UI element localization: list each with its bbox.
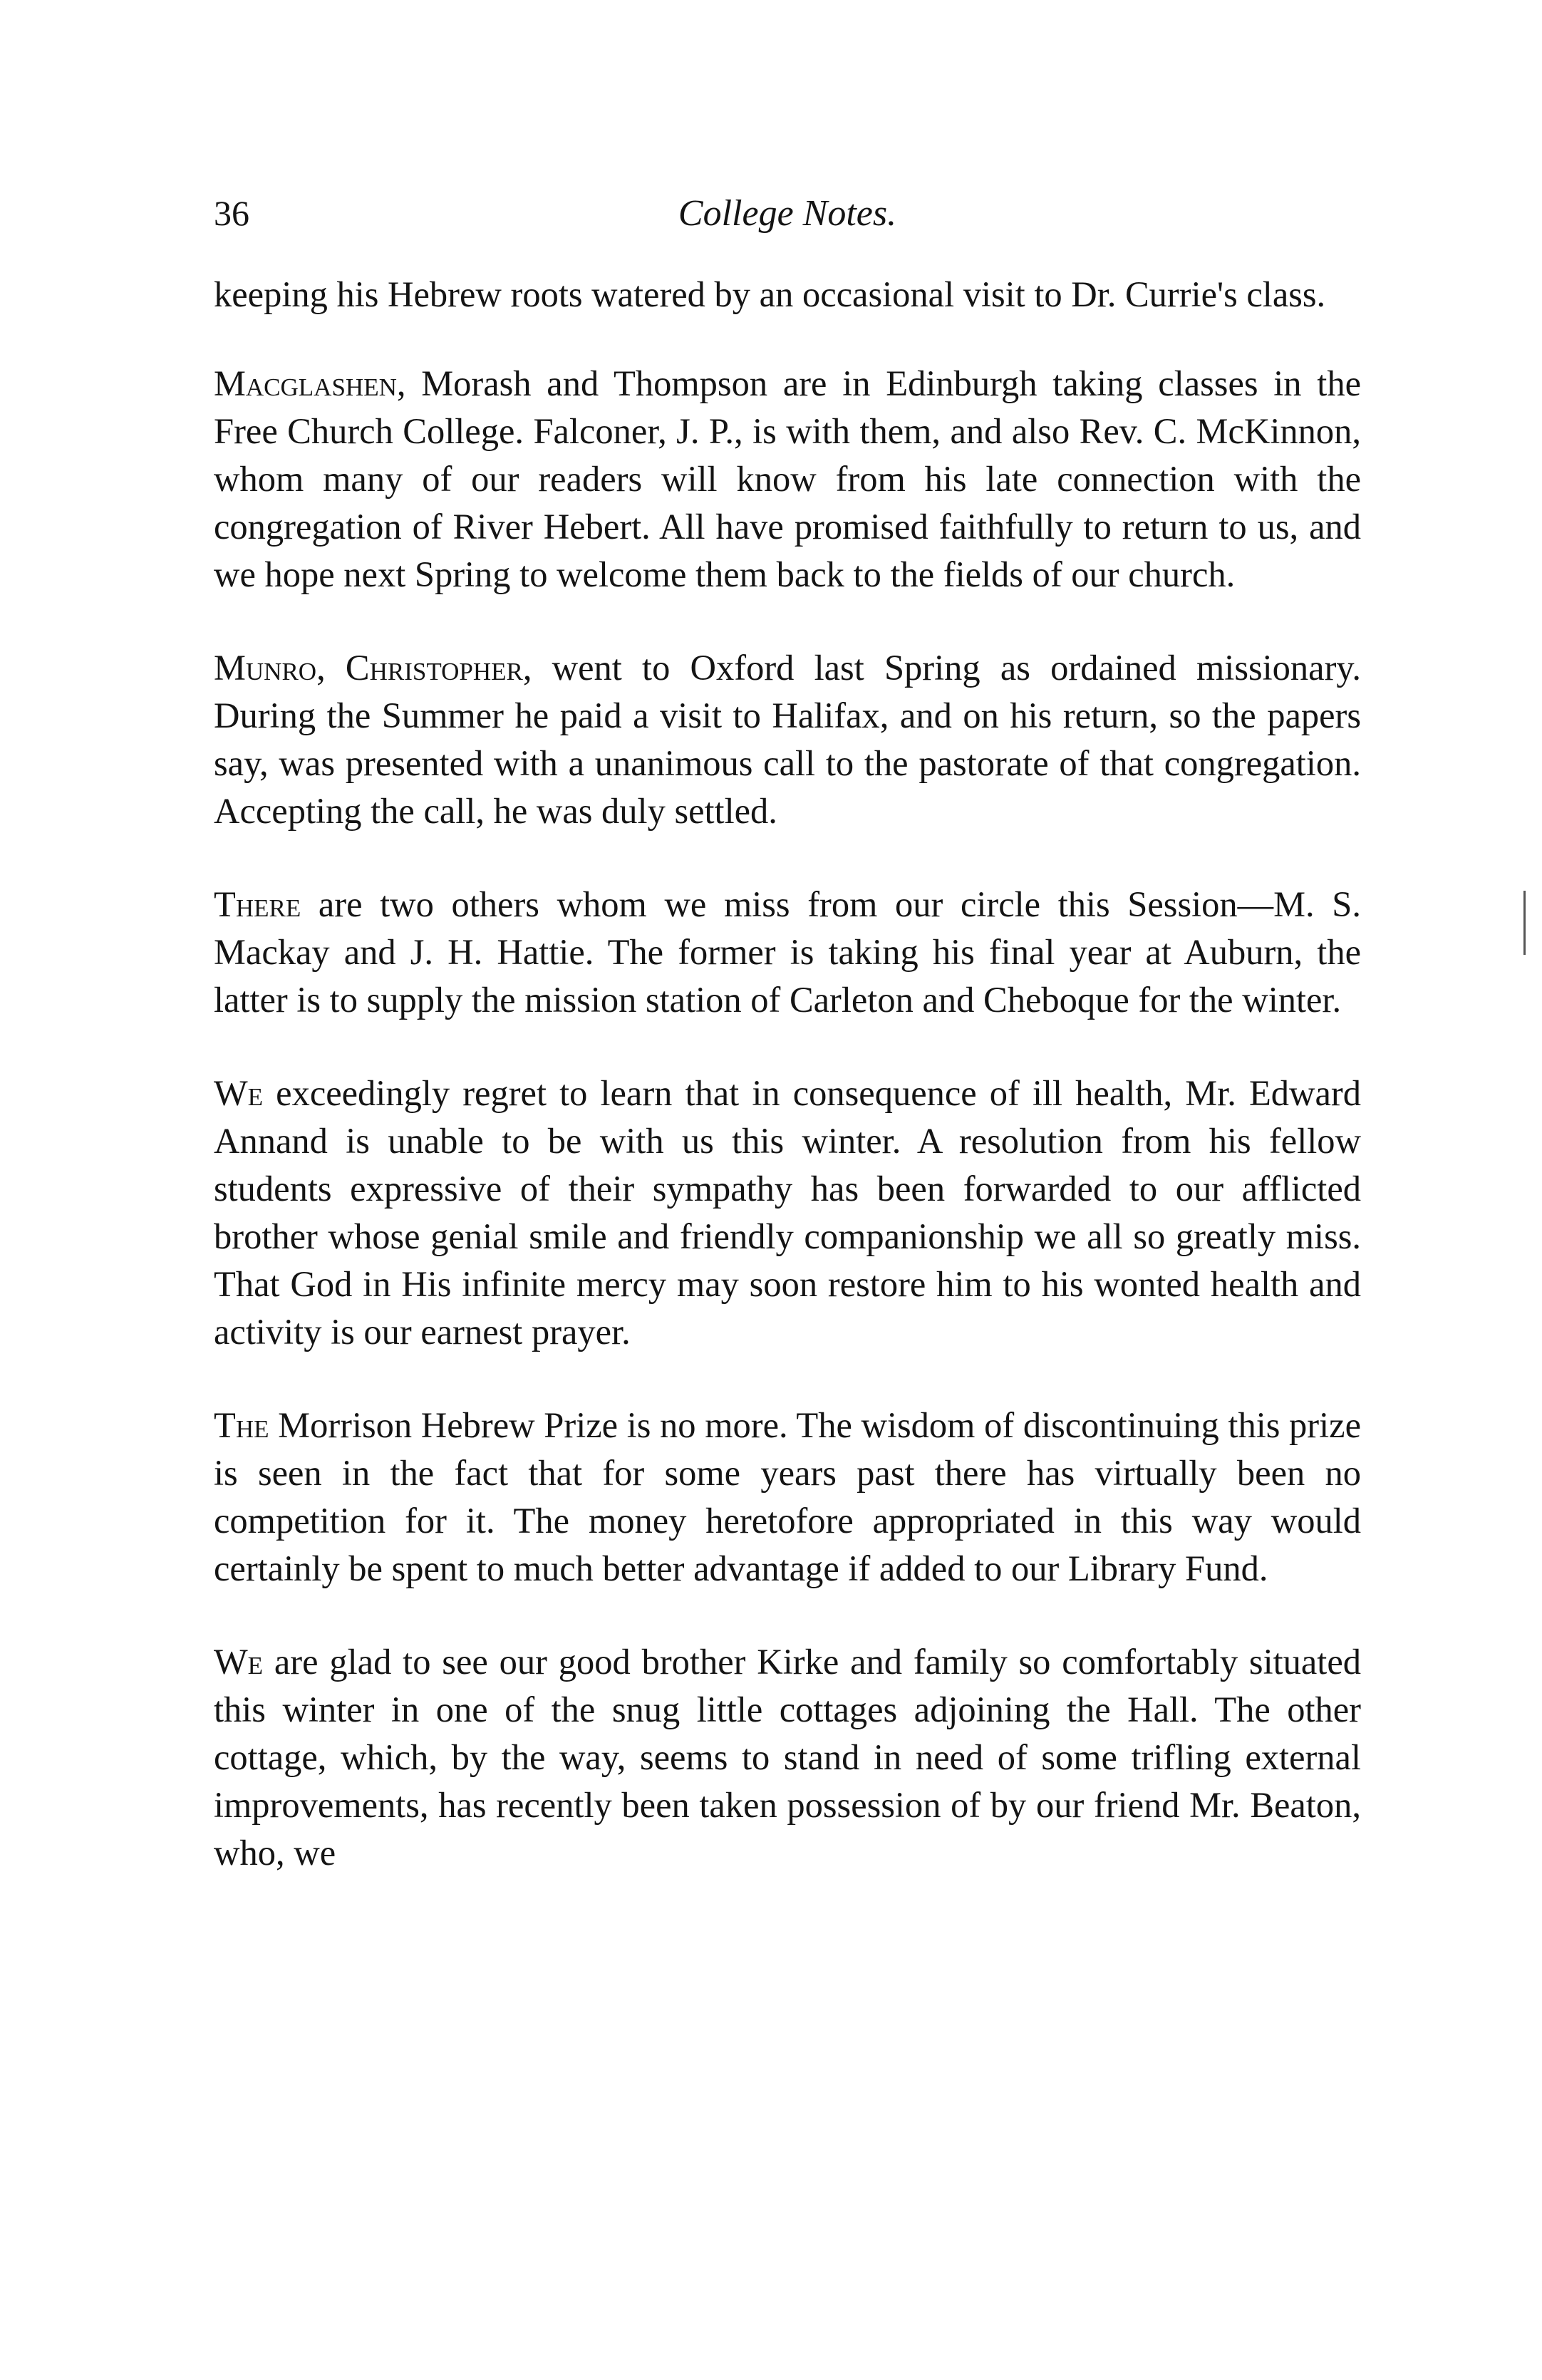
- paragraph-morrison-prize: [214, 1402, 1361, 1593]
- paragraph-lead: We: [214, 1642, 264, 1682]
- page-body: [214, 271, 1361, 1923]
- paragraph-text: are glad to see our good brother Kirke and family so comfortably situated this winter in one of the snug little cottages adjoining the Hall. The other cottage, which, by the way, seems to stand in need of some trifling external improvements, has recently been taken possession of by our friend Mr. Beaton, who, we: [214, 1642, 1361, 1873]
- paragraph-text: exceedingly regret to learn that in consequence of ill health, Mr. Edward Annand is unable to be with us this winter. A resolution from his fellow students expressive of their sympathy has been forwarded to our afflicted brother whose genial smile and friendly companionship we all so greatly miss. That God in His infinite mercy may soon restore him to his wonted health and activity is our earnest prayer.: [214, 1073, 1361, 1352]
- paragraph-kirke: [214, 1638, 1361, 1877]
- paragraph-lead: Munro, Christopher,: [214, 648, 532, 688]
- page-number: 36: [214, 193, 249, 233]
- paragraph-text: Morrison Hebrew Prize is no more. The wisdom of discontinuing this prize is seen in the fact that for some years past there has virtually been no competition for it. The money heretofore appropriated in this way would certainly be spent to much better advantage if added to our Library Fund.: [214, 1405, 1361, 1588]
- paragraph-munro: [214, 644, 1361, 835]
- page-header: [214, 192, 1361, 249]
- scan-edge-mark: [1523, 891, 1526, 955]
- paragraph-annand: [214, 1070, 1361, 1356]
- paragraph-two-others: [214, 881, 1361, 1024]
- paragraph-macglashen: [214, 360, 1361, 599]
- paragraph-lead: Macglashen,: [214, 363, 406, 403]
- paragraph-text: keeping his Hebrew roots watered by an occasional visit to Dr. Currie's class.: [214, 274, 1326, 314]
- paragraph-text: Morash and Thompson are in Edinburgh taking classes in the Free Church College. Falconer, J. P., is with them, and also Rev. C. McKinnon, whom many of our readers will know from his late connection with the congregation of River Hebert. All have promised faithfully to return to us, and we hope next Spring to welcome them back to the fields of our church.: [214, 363, 1361, 594]
- paragraph-text: went to Oxford last Spring as ordained missionary. During the Summer he paid a visit to Halifax, and on his return, so the papers say, was presented with a unanimous call to the pastorate of that congregation. Accepting the call, he was duly settled.: [214, 648, 1361, 831]
- paragraph-lead: The: [214, 1405, 269, 1445]
- paragraph-lead: There: [214, 884, 301, 924]
- paragraph-continued: [214, 271, 1361, 319]
- paragraph-text: are two others whom we miss from our circle this Session—M. S. Mackay and J. H. Hattie. The former is taking his final year at Auburn, the latter is to supply the mission station of Carleton and Cheboque for the winter.: [214, 884, 1361, 1020]
- running-title: College Notes.: [678, 193, 897, 234]
- paragraph-lead: We: [214, 1073, 264, 1113]
